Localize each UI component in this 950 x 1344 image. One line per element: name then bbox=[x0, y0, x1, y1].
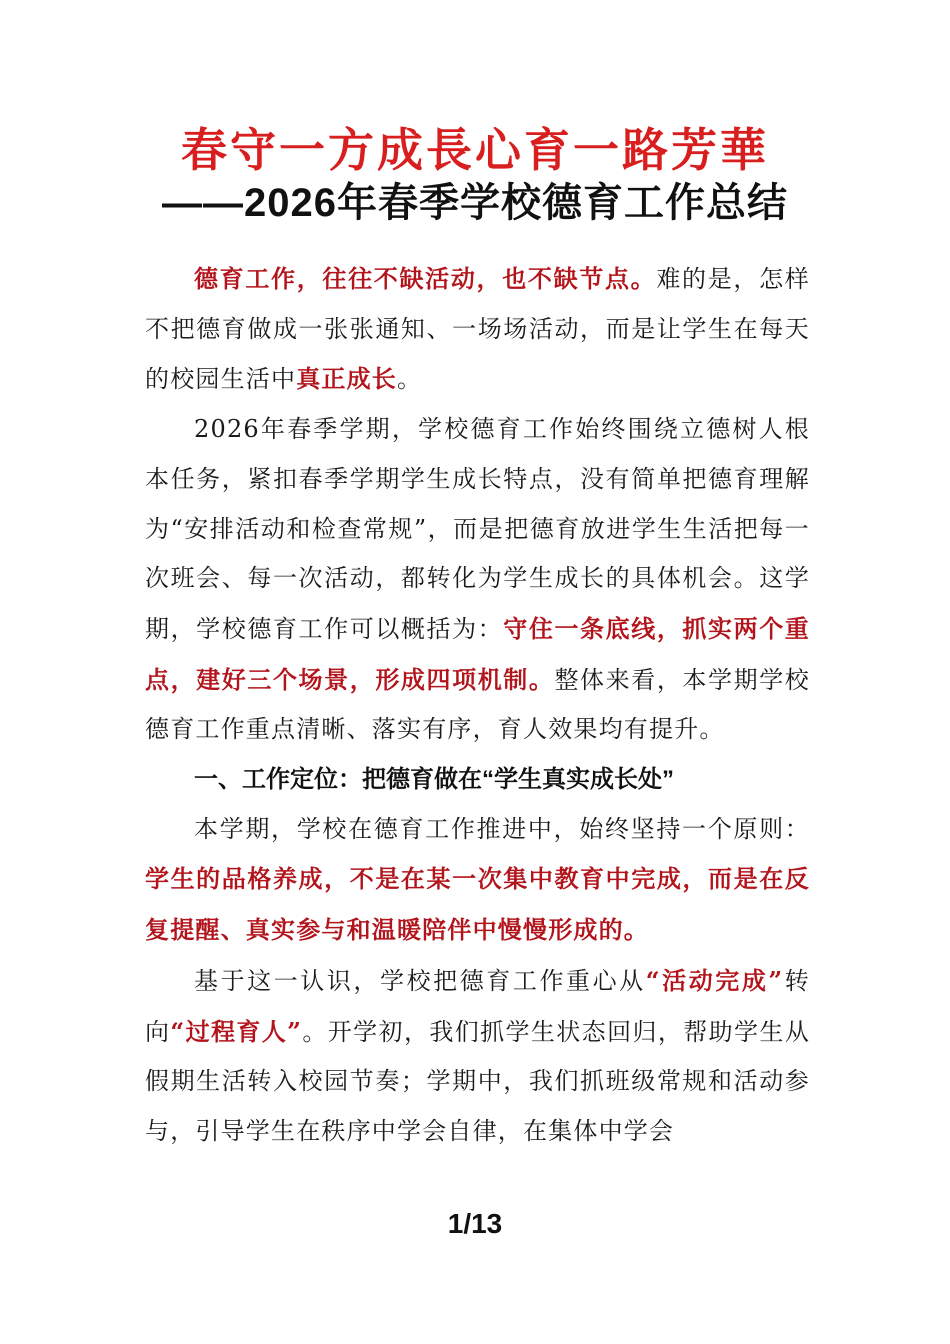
paragraph-overview bbox=[145, 405, 810, 755]
body-text: 整体来看，本学期学校德育工作重点清晰、落实有序，育人效果均有提升。 bbox=[145, 665, 810, 744]
document-title: 春守一方成長心育一路芳華 bbox=[181, 123, 769, 177]
paragraph-intro bbox=[145, 254, 810, 405]
highlight-text: 真正成长 bbox=[296, 364, 398, 394]
paragraph-principle bbox=[145, 805, 810, 956]
highlight-text: “过程育人” bbox=[170, 1016, 303, 1046]
highlight-text: 学生的品格养成，不是在某一次集中教育中完成，而是在反复提醒、真实参与和温暖陪伴中慢慢形成的。 bbox=[145, 864, 810, 945]
body-text: 。开学初，我们抓学生状态回归，帮助学生从假期生活转入校园节奏；学期中，我们抓班级常规和活动参与，引导学生在秩序中学会自律，在集体中学会 bbox=[145, 1017, 811, 1145]
section-heading: 一、工作定位：把德育做在“学生真实成长处” bbox=[194, 766, 674, 794]
body-text: 本学期，学校在德育工作推进中，始终坚持一个原则： bbox=[194, 814, 810, 843]
highlight-text: 德育工作，往往不缺活动，也不缺节点。 bbox=[194, 264, 657, 293]
highlight-text: 守住一条底线，抓实两个重点，建好三个场景，形成四项机制。 bbox=[145, 613, 810, 694]
paragraph-focus bbox=[145, 956, 810, 1157]
body-text: 2026年春季学期，学校德育工作始终围绕立德树人根本任务，紧扣春季学期学生成长特点，没有简单把德育理解为“安排活动和检查常规”，而是把德育放进学生生活把每一次班会、每一次活动，都转化为学生成长的具体机会。这学期，学校德育工作可以概括为： bbox=[145, 415, 810, 643]
highlight-text: “活动完成” bbox=[645, 965, 784, 995]
body-text: 。 bbox=[397, 365, 423, 394]
body-text: 基于这一认识，学校把德育工作重心从 bbox=[194, 966, 646, 995]
document-body bbox=[145, 254, 810, 1157]
document-subtitle: ——2026年春季学校德育工作总结 bbox=[162, 181, 788, 225]
body-text: 转向 bbox=[145, 966, 811, 1046]
body-text: 难的是，怎样不把德育做成一张张通知、一场场活动，而是让学生在每天的校园生活中 bbox=[145, 265, 810, 394]
page-number: 1/13 bbox=[447, 1208, 503, 1239]
